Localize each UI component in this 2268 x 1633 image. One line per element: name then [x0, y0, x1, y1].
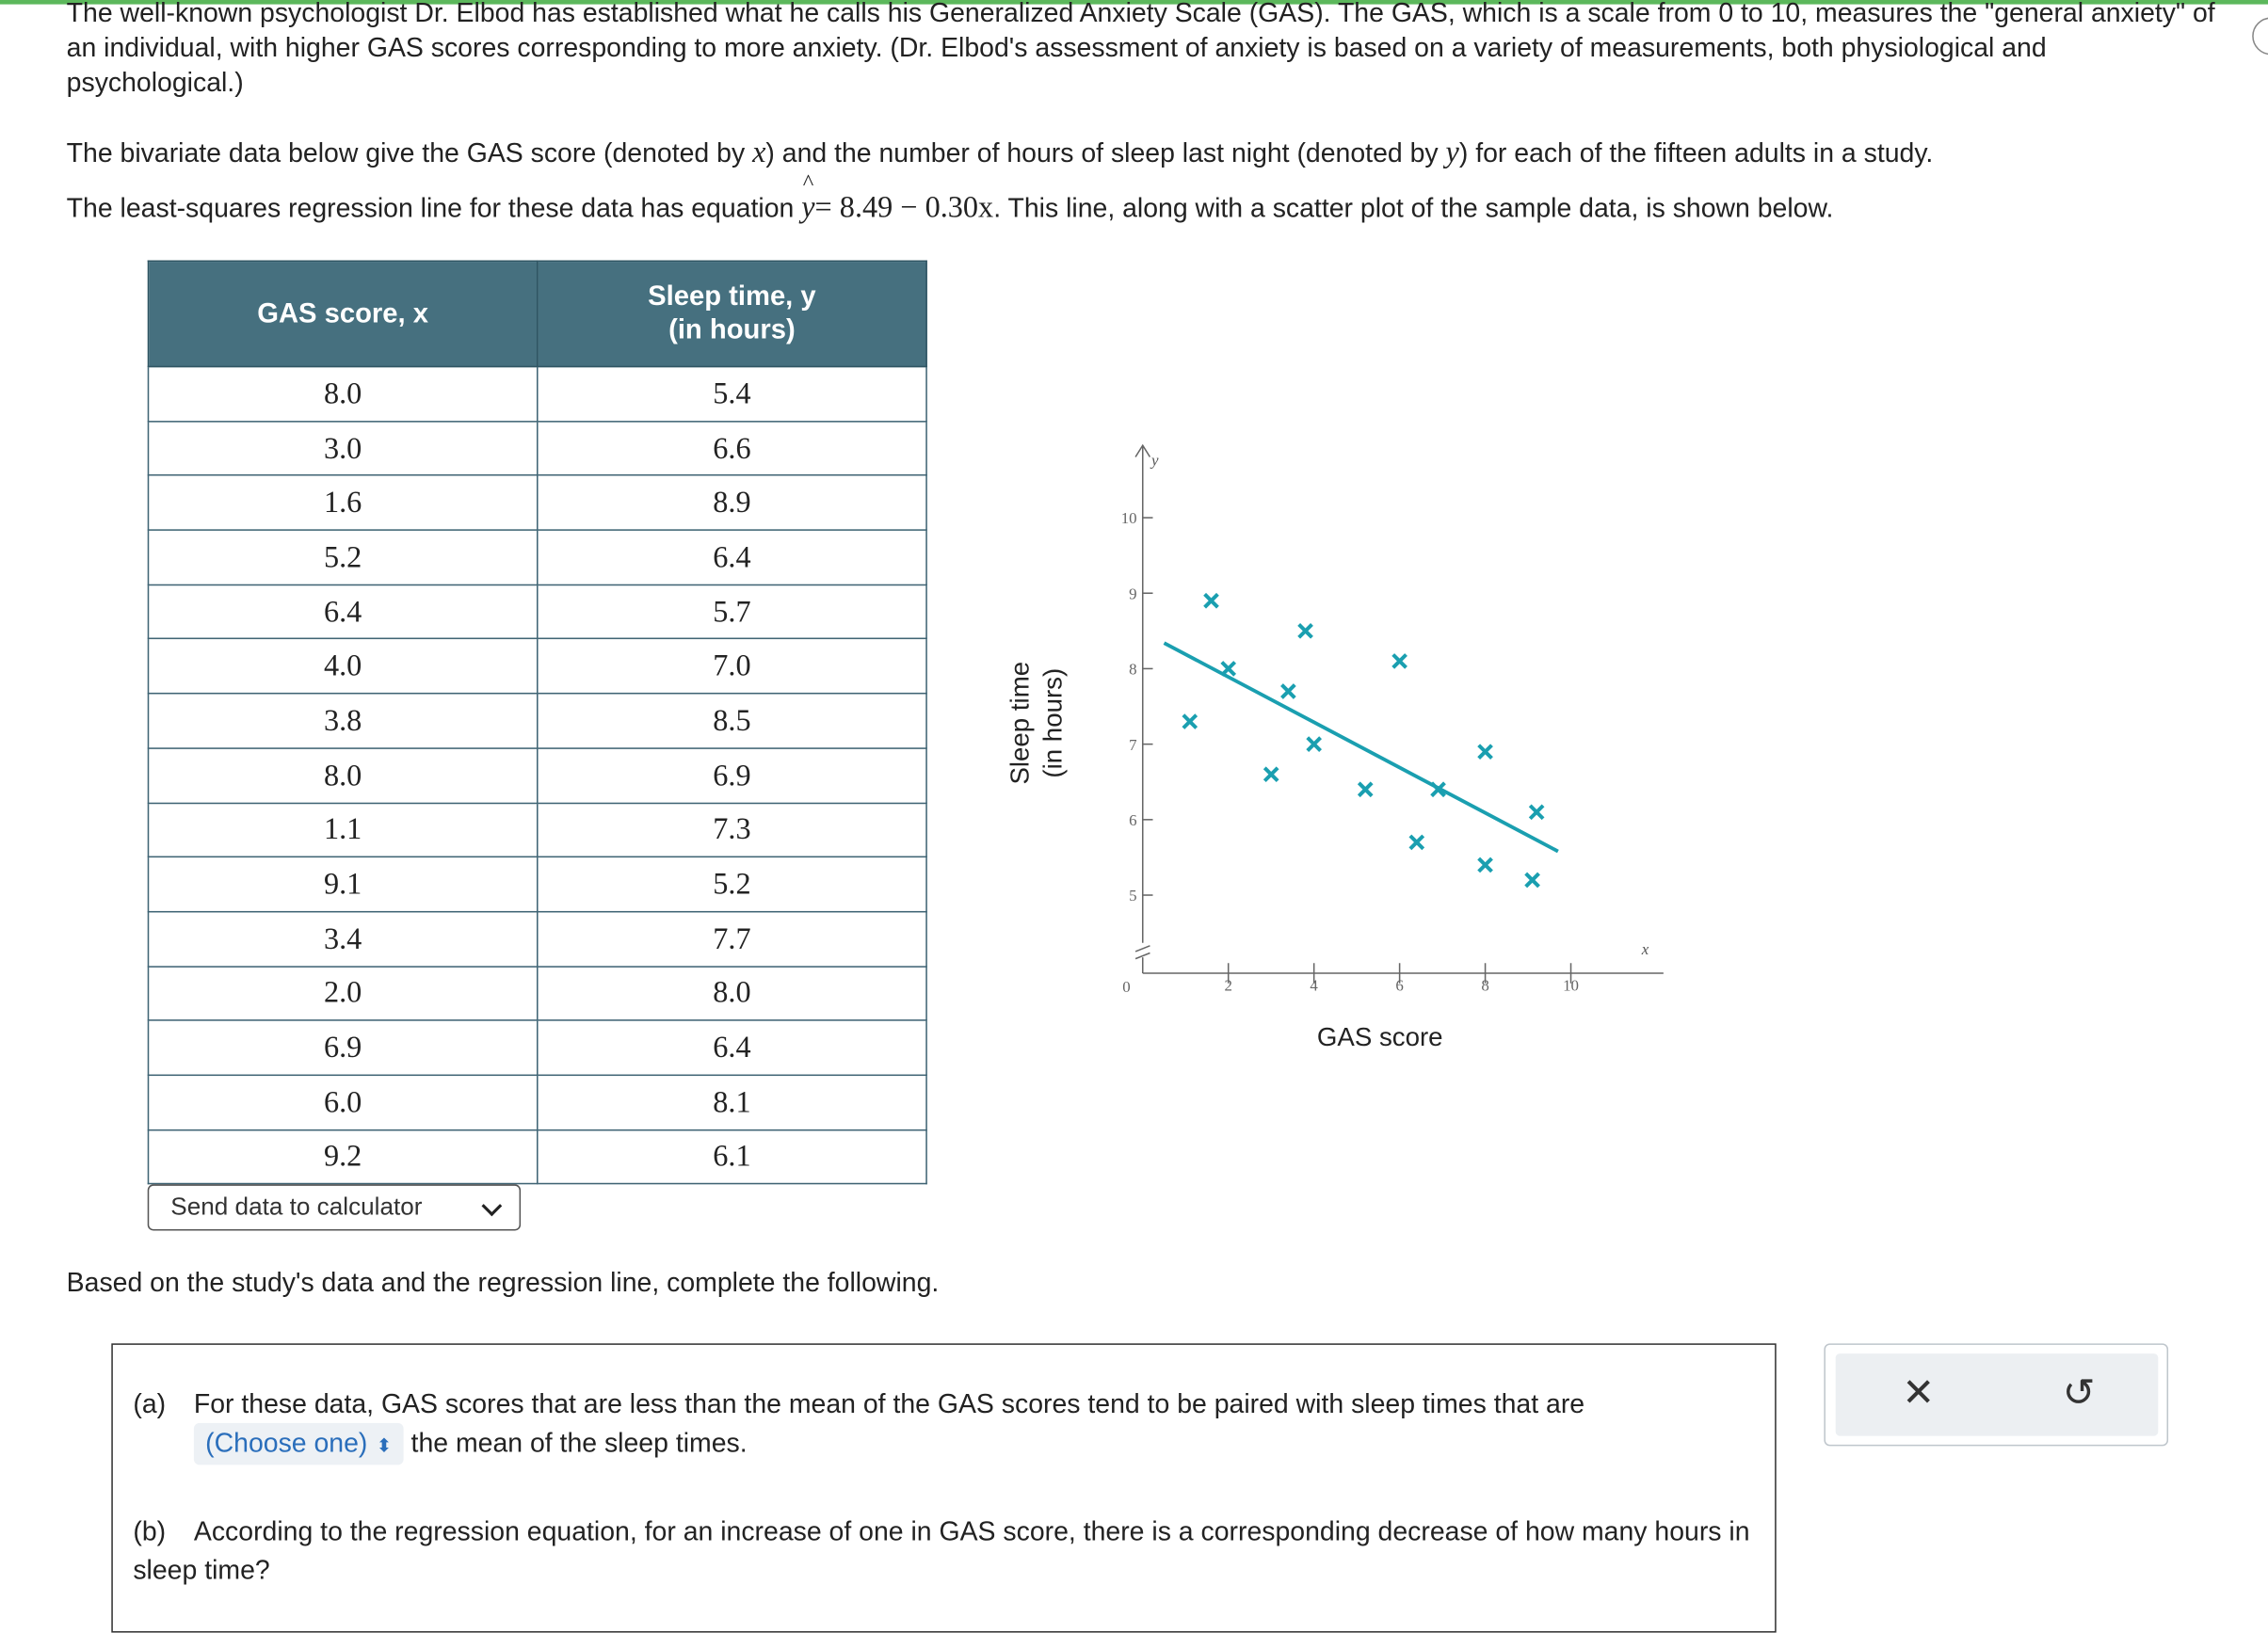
sleep-time-cell: 7.7 — [538, 912, 926, 967]
question-a: (a) For these data, GAS scores that are less than the mean of the GAS scores tend to be paired with sleep times that are (Choose one) ⬍ the mean of the sleep times. — [133, 1384, 1753, 1465]
send-data-to-calculator-button[interactable]: Send data to calculator — [148, 1184, 521, 1230]
y-tick-label: 7 — [1129, 735, 1137, 754]
table-row — [148, 1020, 926, 1075]
updown-arrows-icon: ⬍ — [376, 1434, 393, 1457]
sleep-time-cell: 7.3 — [538, 803, 926, 857]
table-row — [148, 475, 926, 530]
regression-equation: = 8.49 − 0.30x — [814, 189, 994, 225]
y-tick-label: 8 — [1129, 660, 1137, 679]
y-axis-symbol: y — [1150, 451, 1159, 470]
y-hat: ^ y — [801, 170, 815, 225]
instructions: Based on the study's data and the regression line, complete the following. — [66, 1266, 940, 1298]
y-tick-label: 6 — [1129, 810, 1137, 829]
data-point — [1479, 745, 1492, 759]
gas-score-cell: 4.0 — [148, 639, 537, 694]
sleep-time-cell: 6.9 — [538, 748, 926, 803]
data-table — [148, 261, 927, 1185]
chevron-down-icon — [482, 1195, 503, 1216]
var-y: y — [1445, 134, 1459, 169]
data-point — [1205, 594, 1218, 607]
x-tick-label: 2 — [1224, 976, 1232, 995]
data-point — [1299, 624, 1312, 637]
data-point — [1308, 738, 1321, 751]
sleep-time-cell: 8.0 — [538, 966, 926, 1020]
gas-score-cell: 6.0 — [148, 1075, 537, 1129]
table-row — [148, 748, 926, 803]
sleep-time-cell: 8.1 — [538, 1075, 926, 1129]
data-description: The bivariate data below give the GAS score (denoted by x) and the number of hours of sleep last night (denoted by y) for each of the fifteen adults in a study. — [66, 134, 1934, 169]
gas-score-cell: 9.2 — [148, 1129, 537, 1184]
data-point — [1183, 715, 1197, 728]
header-gas-score: GAS score, x — [148, 261, 537, 366]
sleep-time-cell: 6.4 — [538, 530, 926, 584]
table-row — [148, 584, 926, 639]
sleep-time-cell: 6.1 — [538, 1129, 926, 1184]
table-row — [148, 421, 926, 475]
var-x: x — [752, 134, 766, 169]
y-tick-label: 5 — [1129, 887, 1137, 905]
gas-score-cell: 5.2 — [148, 530, 537, 584]
gas-score-cell: 6.9 — [148, 1020, 537, 1075]
gas-score-cell: 3.0 — [148, 421, 537, 475]
sleep-time-cell: 6.6 — [538, 421, 926, 475]
intro-paragraph: The well-known psychologist Dr. Elbod has established what he calls his Generalized Anxiety Scale (GAS). The GAS, which is a scale from 0 to 10, measures the "general anxiety" of an individual, with higher GAS scores corresponding to more anxiety. (Dr. Elbod's assessment of anxiety is based on a variety of measurements, both physiological and psychological.) — [66, 0, 2215, 97]
y-axis-break — [1135, 946, 1150, 959]
gas-score-cell: 2.0 — [148, 966, 537, 1020]
table-row — [148, 966, 926, 1020]
data-point — [1393, 654, 1407, 667]
x-axis-label: GAS score — [1316, 1021, 1443, 1051]
data-point — [1530, 806, 1543, 819]
data-point — [1526, 873, 1539, 887]
data-point — [1281, 685, 1295, 698]
data-point — [1410, 836, 1424, 849]
sleep-time-cell: 6.4 — [538, 1020, 926, 1075]
x-tick-label: 6 — [1395, 976, 1404, 995]
data-point — [1222, 663, 1235, 676]
x-tick-label: 4 — [1310, 976, 1318, 995]
table-row — [148, 639, 926, 694]
gas-score-cell: 8.0 — [148, 748, 537, 803]
regression-description: The least-squares regression line for these data has equation ^ y= 8.49 − 0.30x. This line, along with a scatter plot of the sample data, is shown below. — [66, 170, 1834, 225]
data-point — [1359, 783, 1372, 796]
y-tick-label: 9 — [1129, 584, 1137, 603]
gas-score-cell: 1.1 — [148, 803, 537, 857]
x-axis-symbol: x — [1641, 940, 1649, 959]
table-row — [148, 1075, 926, 1129]
table-row — [148, 912, 926, 967]
gas-score-cell: 3.8 — [148, 694, 537, 748]
gas-score-cell: 6.4 — [148, 584, 537, 639]
sleep-time-cell: 8.9 — [538, 475, 926, 530]
gas-score-cell: 1.6 — [148, 475, 537, 530]
table-row — [148, 694, 926, 748]
data-point — [1479, 858, 1492, 872]
gas-score-cell: 3.4 — [148, 912, 537, 967]
header-sleep-time: Sleep time, y (in hours) — [538, 261, 926, 366]
y-axis-label: Sleep time (in hours) — [1005, 661, 1068, 785]
undo-button[interactable]: ↺ — [2062, 1370, 2096, 1415]
question-b: (b) According to the regression equation, for an increase of one in GAS score, there is a corresponding decrease of how many hours in sleep time? — [133, 1515, 1750, 1585]
scatter-plot — [984, 420, 1678, 1070]
table-row — [148, 366, 926, 421]
x-tick-label: 10 — [1563, 976, 1579, 995]
sleep-time-cell: 5.2 — [538, 857, 926, 912]
action-panel — [1824, 1343, 2168, 1446]
table-row — [148, 530, 926, 584]
y-tick-label: 10 — [1120, 509, 1137, 528]
gas-score-cell: 8.0 — [148, 366, 537, 421]
table-row — [148, 857, 926, 912]
sleep-time-cell: 5.7 — [538, 584, 926, 639]
x-tick-label: 8 — [1481, 976, 1489, 995]
clear-button[interactable]: ✕ — [1902, 1370, 1936, 1415]
sleep-time-cell: 5.4 — [538, 366, 926, 421]
sleep-time-cell: 7.0 — [538, 639, 926, 694]
origin-label: 0 — [1122, 977, 1131, 996]
table-row — [148, 1129, 926, 1184]
data-point — [1264, 768, 1278, 781]
help-circle-icon[interactable] — [2252, 17, 2268, 55]
question-box — [111, 1343, 1776, 1632]
sleep-time-cell: 8.5 — [538, 694, 926, 748]
choose-one-dropdown[interactable]: (Choose one) ⬍ — [194, 1423, 404, 1465]
table-row — [148, 803, 926, 857]
gas-score-cell: 9.1 — [148, 857, 537, 912]
